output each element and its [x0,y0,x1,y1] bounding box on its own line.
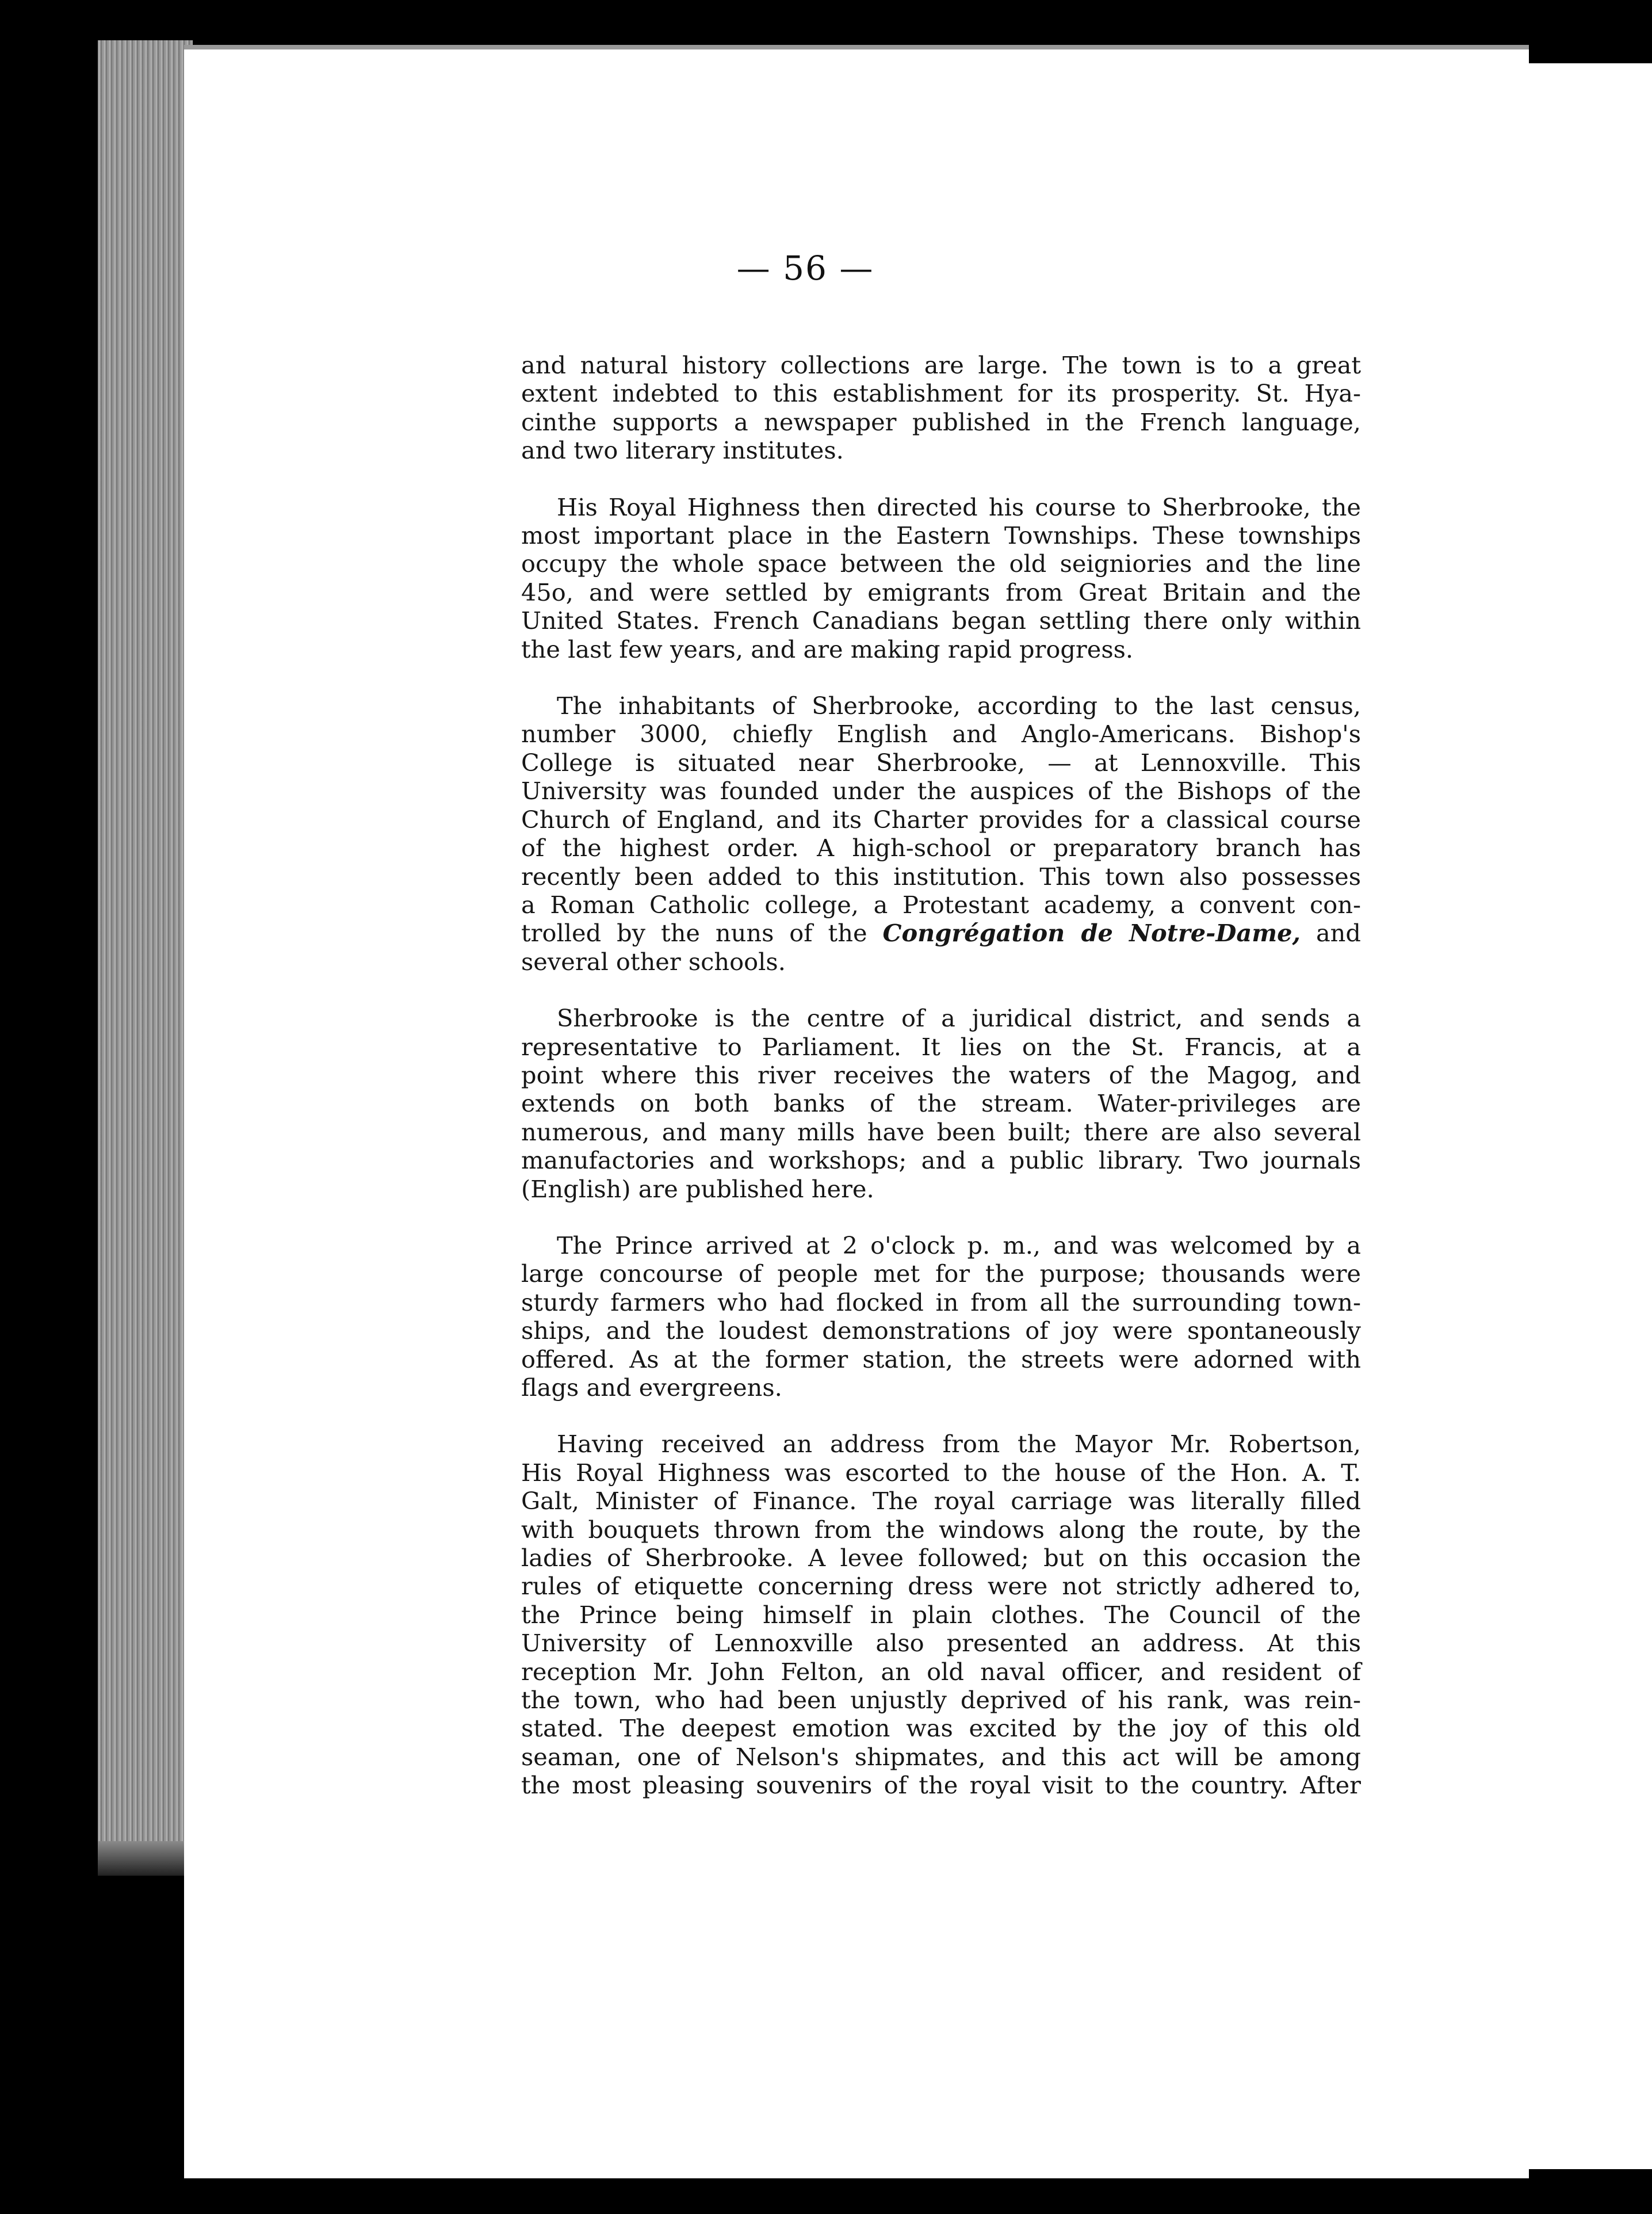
text-line: extends on both banks of the stream. Water-privileges are [521,1089,1361,1118]
paragraph-4 [521,1004,1361,1203]
paragraph-2 [521,493,1361,663]
text-line: manufactories and workshops; and a public library. Two journals [521,1146,1361,1175]
text-line: flags and evergreens. [521,1373,782,1402]
paragraph-1 [521,351,1361,465]
text-line: the last few years, and are making rapid progress. [521,635,1134,663]
text-line: and two literary institutes. [521,436,844,465]
text-line: recently been added to this institution. This town also possesses [521,862,1361,891]
italic-title: Congrégation de Notre-Dame, [882,919,1301,948]
text-line-with-italic [521,919,1361,947]
paragraph-5 [521,1231,1361,1402]
page-number: — 56 — [736,249,874,288]
text-line: a Roman Catholic college, a Protestant academy, a convent con- [521,890,1361,919]
text-line: Church of England, and its Charter provides for a classical course [521,805,1361,834]
text-line: with bouquets thrown from the windows along the route, by the [521,1515,1361,1544]
text-line: His Royal Highness then directed his course to Sherbrooke, the [557,493,1361,521]
text-line: offered. As at the former station, the streets were adorned with [521,1345,1361,1373]
text-line: and natural history collections are large. The town is to a great [521,351,1361,379]
text-line: sturdy farmers who had flocked in from all the surrounding town- [521,1288,1361,1316]
text-line: Galt, Minister of Finance. The royal carriage was literally filled [521,1487,1361,1516]
facing-page [1523,63,1652,2169]
text-line: ladies of Sherbrooke. A levee followed; but on this occasion the [521,1544,1361,1572]
text-line: stated. The deepest emotion was excited by the joy of this old [521,1714,1361,1743]
text-line: the Prince being himself in plain clothes. The Council of the [521,1600,1361,1629]
text-line: occupy the whole space between the old seigniories and the line [521,549,1361,578]
text-line: cinthe supports a newspaper published in the French language, [521,407,1361,436]
text-line: College is situated near Sherbrooke, — at Lennoxville. This [521,748,1361,777]
text-line: United States. French Canadians began settling there only within [521,606,1361,635]
text-line: 45o, and were settled by emigrants from Great Britain and the [521,578,1361,606]
text-line: seaman, one of Nelson's shipmates, and this act will be among [521,1742,1361,1771]
text-line: (English) are published here. [521,1174,874,1203]
book-page-edges [98,40,193,1853]
text-line: University was founded under the auspices of the Bishops of the [521,777,1361,806]
paragraph-6 [521,1430,1361,1799]
text-line: the most pleasing souvenirs of the royal visit to the country. After [521,1771,1361,1800]
text-line: His Royal Highness was escorted to the house of the Hon. A. T. [521,1458,1361,1487]
text-line: Having received an address from the Mayor Mr. Robertson, [557,1430,1361,1459]
text-line: point where this river receives the waters of the Magog, and [521,1060,1361,1089]
text-line: of the highest order. A high-school or preparatory branch has [521,834,1361,862]
text-line: Sherbrooke is the centre of a juridical district, and sends a [557,1004,1361,1033]
text-line: University of Lennoxville also presented an address. At this [521,1629,1361,1658]
text-line: The Prince arrived at 2 o'clock p. m., and was welcomed by a [557,1231,1361,1259]
text-line: number 3000, chiefly English and Anglo-Americans. Bishop's [521,720,1361,749]
text-line: large concourse of people met for the purpose; thousands were [521,1259,1361,1288]
text-line: rules of etiquette concerning dress were not strictly adhered to, [521,1572,1361,1601]
text-line: ships, and the loudest demonstrations of joy were spontaneously [521,1316,1361,1345]
text-line: reception Mr. John Felton, an old naval officer, and resident of [521,1657,1361,1686]
text-fragment: trolled by the nuns of the [521,919,867,948]
text-line: the town, who had been unjustly deprived of his rank, was rein- [521,1686,1361,1715]
paragraph-3 [521,692,1361,976]
body-text [521,351,1361,1800]
text-line: representative to Parliament. It lies on the St. Francis, at a [521,1032,1361,1061]
text-line: most important place in the Eastern Townships. These townships [521,521,1361,550]
text-line: several other schools. [521,947,786,976]
text-fragment: and [1316,919,1361,948]
text-line: The inhabitants of Sherbrooke, according to the last census, [557,692,1361,720]
text-line: numerous, and many mills have been built; there are also several [521,1117,1361,1146]
text-line: extent indebted to this establishment for its prosperity. St. Hya- [521,379,1361,408]
